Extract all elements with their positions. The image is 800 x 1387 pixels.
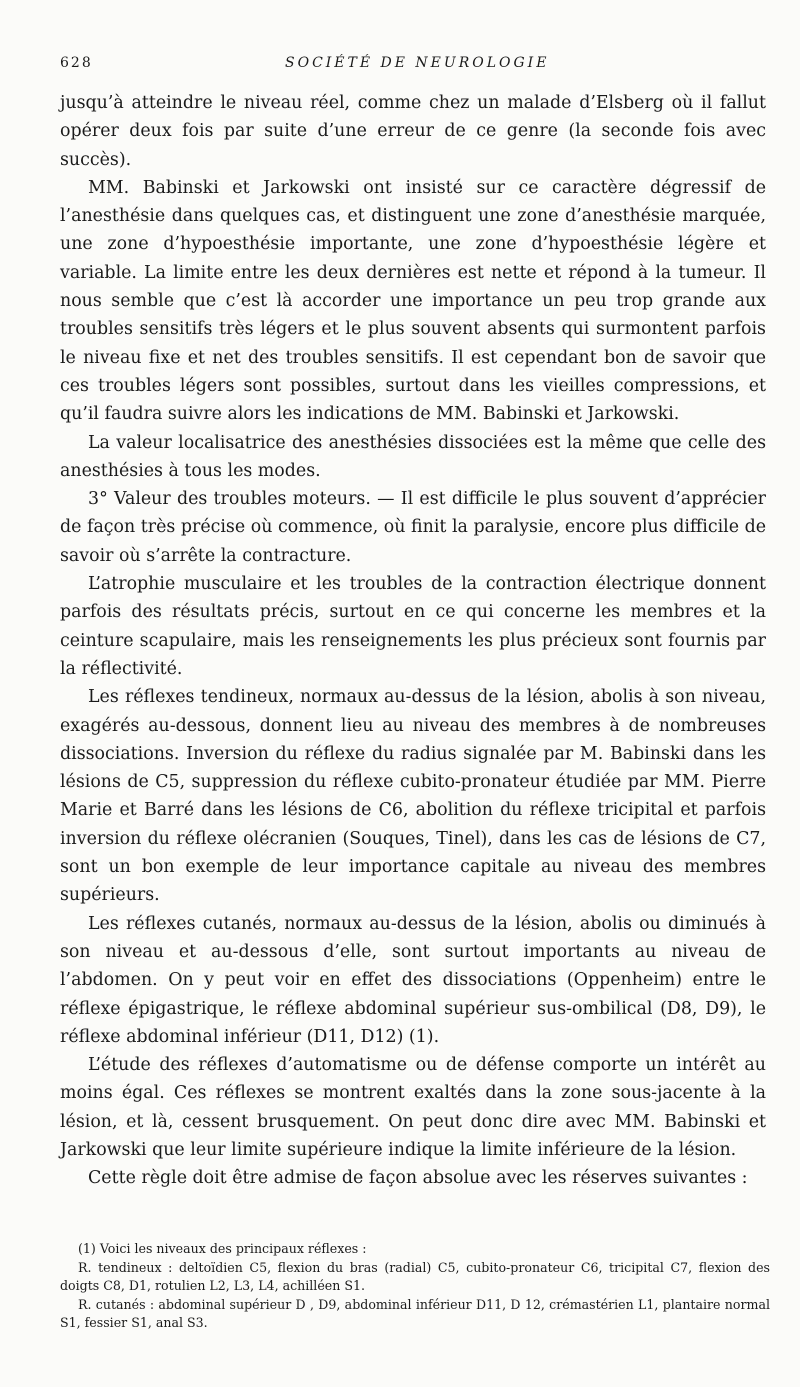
paragraph: L’étude des réflexes d’automatisme ou de défense comporte un intérêt au moins égal. Ces réflexes se montrent exaltés dans la zone sous-jacente à la lésion, et là, cessent brusquement. On peut donc dire avec MM. Babinski et Jarkowski que leur limite supérieure indique la limite inférieure de la lésion.: [60, 1055, 766, 1160]
paragraph: Cette règle doit être admise de façon absolue avec les réserves suivantes :: [88, 1168, 748, 1189]
page-number: 628: [60, 55, 93, 71]
footnotes: [60, 1240, 770, 1333]
paragraph: Les réflexes tendineux, normaux au-dessus de la lésion, abolis à son niveau, exagérés au-dessous, donnent lieu au niveau des membres à de nombreuses dissociations. Inversion du réflexe du radius signalée par M. Babinski dans les lésions de C5, suppression du réflexe cubito-pronateur étudiée par MM. Pierre Marie et Barré dans les lésions de C6, abolition du réflexe tricipital et parfois inversion du réflexe olécranien (Souques, Tinel), dans les cas de lésions de C7, sont un bon exemple de leur importance capitale au niveau des membres supérieurs.: [60, 687, 766, 906]
paragraph: Les réflexes cutanés, normaux au-dessus de la lésion, abolis ou diminués à son niveau et au-dessous d’elle, sont surtout importants au niveau de l’abdomen. On y peut voir en effet des dissociations (Oppenheim) entre le réflexe épigastrique, le réflexe abdominal supérieur sus-ombilical (D8, D9), le réflexe abdominal inférieur (D11, D12) (1).: [60, 913, 766, 1047]
footnote: (1) Voici les niveaux des principaux réflexes :: [78, 1241, 367, 1256]
paragraph: La valeur localisatrice des anesthésies dissociées est la même que celle des anesthésies à tous les modes.: [60, 432, 766, 481]
section-heading-paragraph: 3° Valeur des troubles moteurs. — Il est difficile le plus souvent d’apprécier de façon très précise où commence, où finit la paralysie, encore plus difficile de savoir où s’arrête la contracture.: [60, 489, 766, 566]
paragraph: L’atrophie musculaire et les troubles de la contraction électrique donnent parfois des résultats précis, surtout en ce qui concerne les membres et la ceinture scapulaire, mais les renseignements les plus précieux sont fournis par la réflectivité.: [60, 574, 766, 679]
footnote: R. tendineux : deltoïdien C5, flexion du bras (radial) C5, cubito-pronateur C6, tricipital C7, flexion des doigts C8, D1, rotulien L2, L3, L4, achilléen S1.: [60, 1259, 770, 1293]
paragraph: jusqu’à atteindre le niveau réel, comme chez un malade d’Elsberg où il fallut opérer deux fois par suite d’une erreur de ce genre (la seconde fois avec succès).: [60, 93, 766, 170]
paragraph: MM. Babinski et Jarkowski ont insisté sur ce caractère dégressif de l’anesthésie dans quelques cas, et distinguent une zone d’anesthésie marquée, une zone d’hypoesthésie importante, une zone d’hypoesthésie légère et variable. La limite entre les deux dernières est nette et répond à la tumeur. Il nous semble que c’est là accorder une importance un peu trop grande aux troubles sensitifs très légers et le plus souvent absents qui surmontent parfois le niveau fixe et net des troubles sensitifs. Il est cependant bon de savoir que ces troubles légers sont possibles, surtout dans les vieilles compressions, et qu’il faudra suivre alors les indications de MM. Babinski et Jarkowski.: [60, 177, 766, 425]
running-head: [60, 55, 766, 79]
main-text: [60, 89, 766, 1193]
journal-title: SOCIÉTÉ DE NEUROLOGIE: [285, 55, 550, 71]
footnote: R. cutanés : abdominal supérieur D , D9, abdominal inférieur D11, D 12, crémastérien L1, plantaire normal S1, fessier S1, anal S3.: [60, 1296, 770, 1330]
